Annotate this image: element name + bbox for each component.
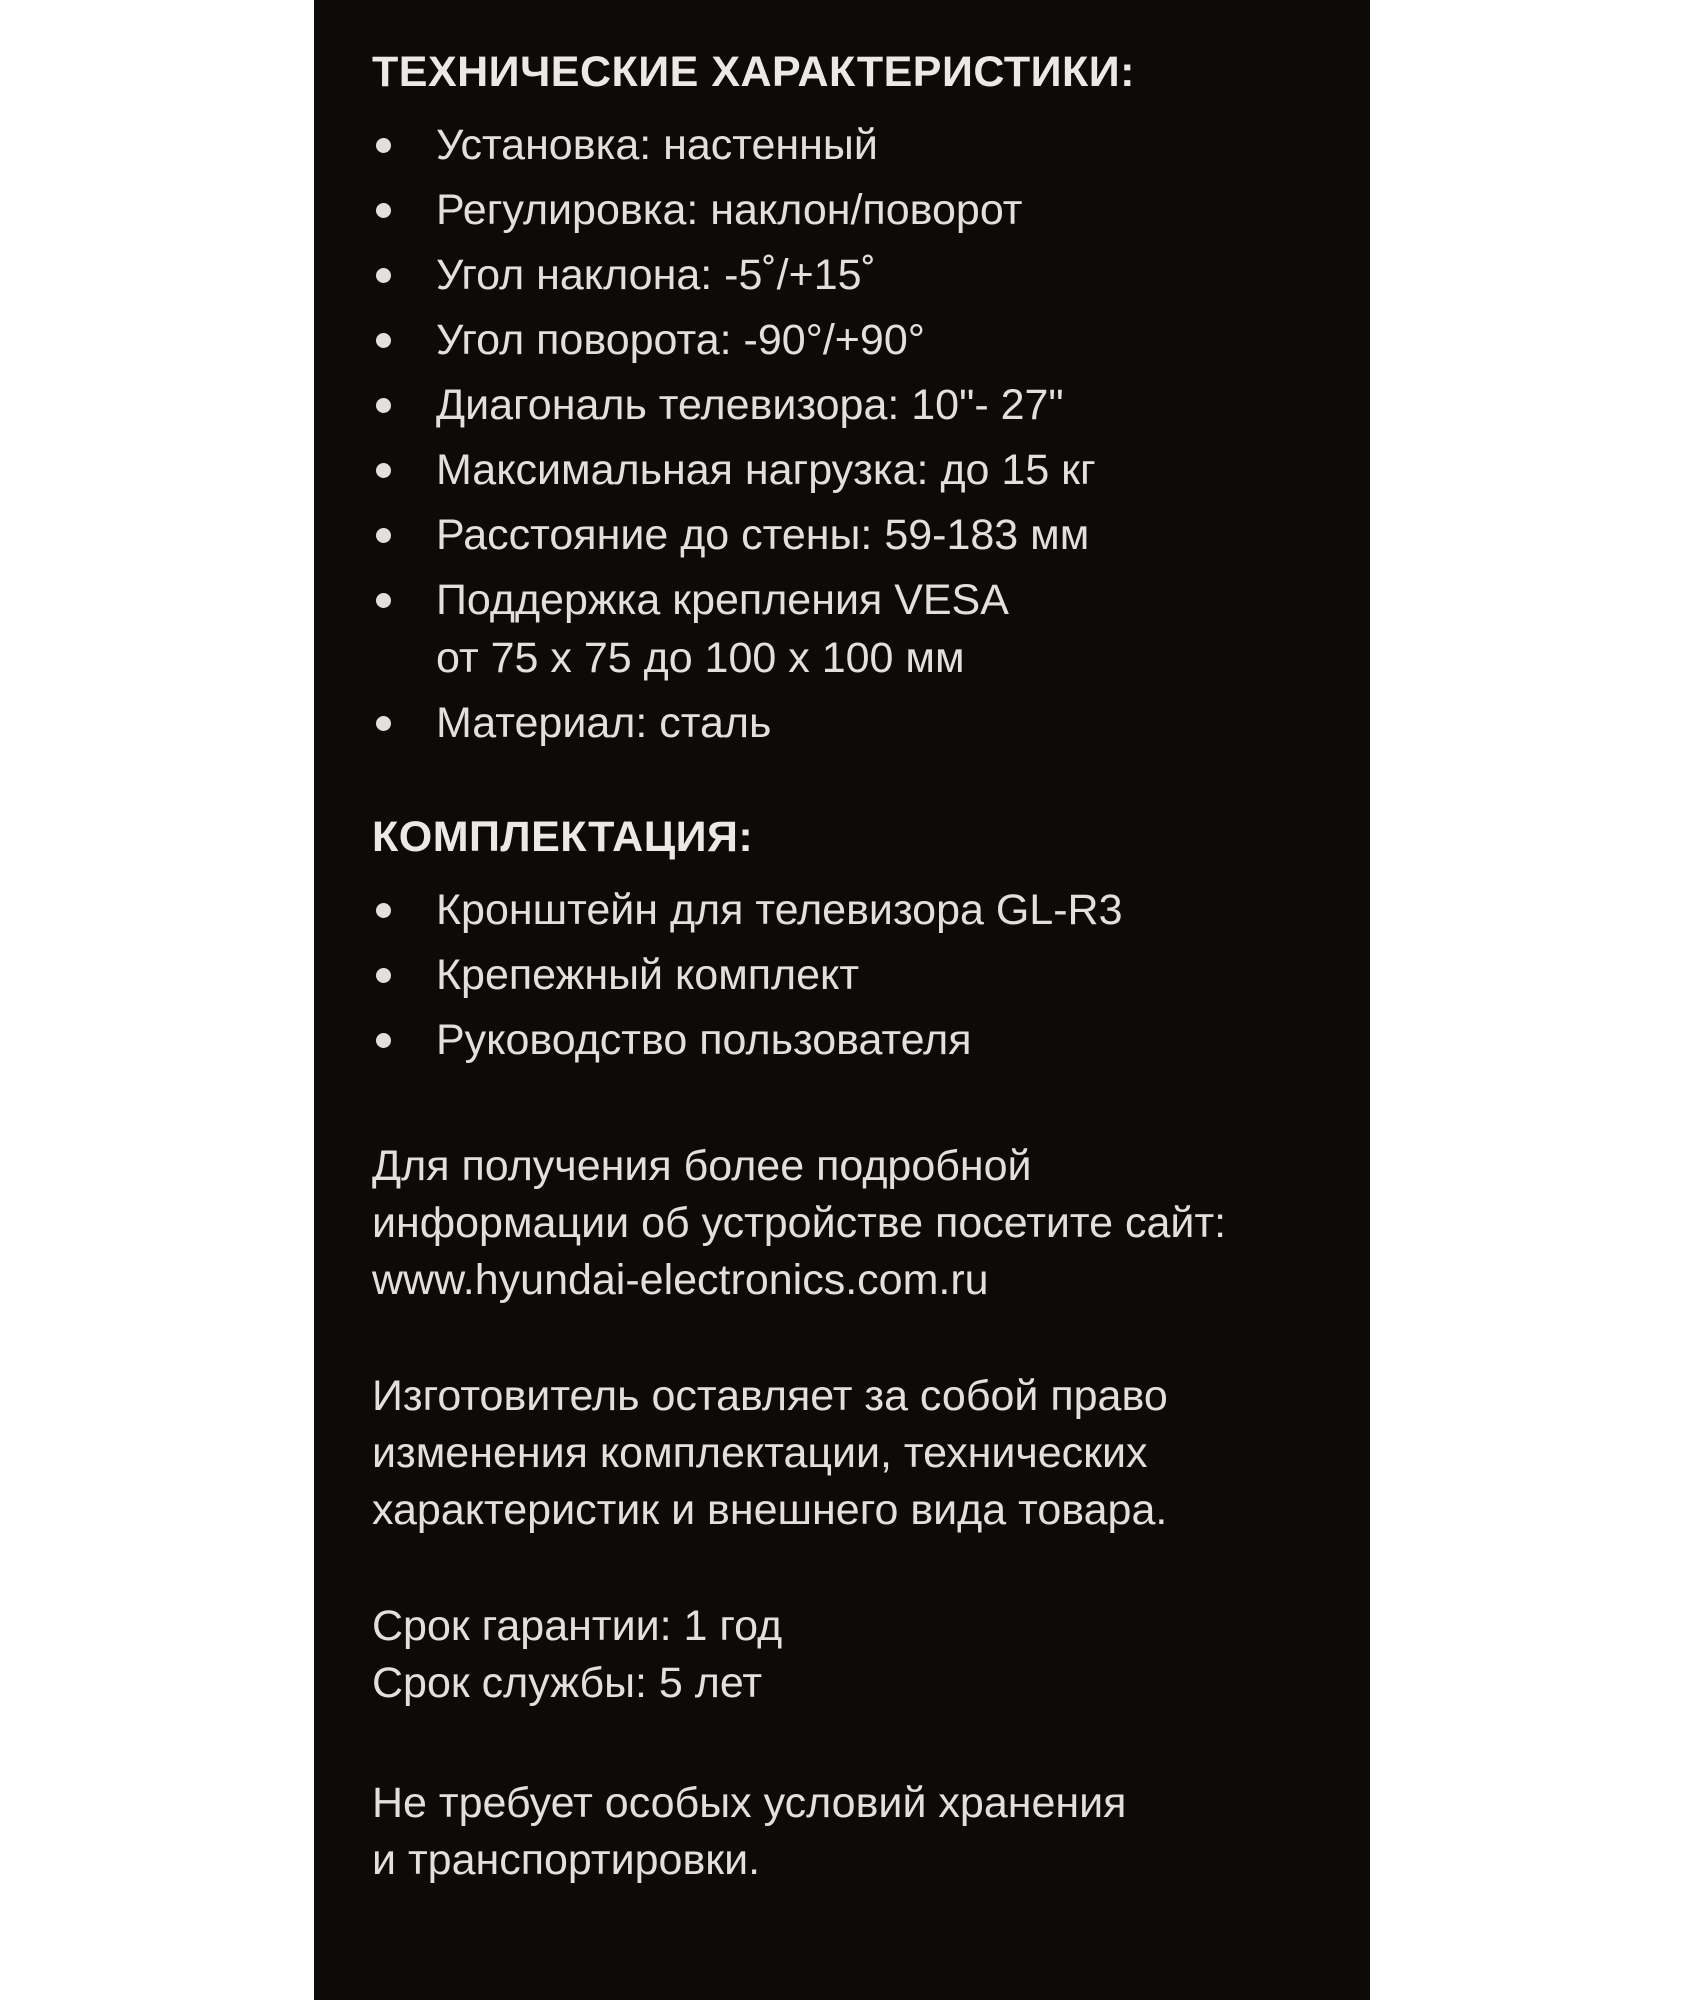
- bullet-icon: [376, 1033, 391, 1048]
- bullet-icon: [376, 593, 391, 608]
- list-item: Установка: настенный: [372, 116, 1352, 174]
- bullet-icon: [376, 528, 391, 543]
- bullet-icon: [376, 716, 391, 731]
- spacer: [372, 1309, 1352, 1368]
- list-item: Кронштейн для телевизора GL-R3: [372, 881, 1352, 939]
- list-item: Поддержка крепления VESA от 75 х 75 до 100 х 100 мм: [372, 571, 1352, 687]
- list-item: Регулировка: наклон/поворот: [372, 181, 1352, 239]
- list-item: Материал: сталь: [372, 694, 1352, 752]
- list-item: Диагональ телевизора: 10"- 27": [372, 376, 1352, 434]
- spacer: [372, 1712, 1352, 1775]
- list-item: Расстояние до стены: 59-183 мм: [372, 506, 1352, 564]
- storage-paragraph: Не требует особых условий хранения и транспортировки.: [372, 1779, 1127, 1884]
- spec-panel: [314, 0, 1370, 2000]
- spec-content: [372, 42, 1352, 1889]
- spacer: [372, 1076, 1352, 1138]
- bullet-icon: [376, 333, 391, 348]
- spacer: [372, 1539, 1352, 1598]
- bullet-icon: [376, 903, 391, 918]
- bullet-icon: [376, 968, 391, 983]
- warranty-paragraph: Срок гарантии: 1 год Срок службы: 5 лет: [372, 1602, 783, 1707]
- list-item: Максимальная нагрузка: до 15 кг: [372, 441, 1352, 499]
- specs-heading: ТЕХНИЧЕСКИЕ ХАРАКТЕРИСТИКИ:: [372, 48, 1135, 96]
- package-list: [372, 881, 1352, 1069]
- website-url: www.hyundai-electronics.com.ru: [372, 1256, 989, 1304]
- list-item: Угол поворота: -90°/+90°: [372, 311, 1352, 369]
- bullet-icon: [376, 203, 391, 218]
- list-item: Крепежный комплект: [372, 946, 1352, 1004]
- bullet-icon: [376, 398, 391, 413]
- info-paragraph: Для получения более подробной информации об устройстве посетите сайт: www.hyundai-electronics.com.ru: [372, 1138, 1352, 1309]
- list-item: Руководство пользователя: [372, 1011, 1352, 1069]
- bullet-icon: [376, 138, 391, 153]
- spacer: [372, 759, 1352, 807]
- disclaimer-paragraph: Изготовитель оставляет за собой право изменения комплектации, технических характеристик и внешнего вида товара.: [372, 1372, 1168, 1534]
- bullet-icon: [376, 268, 391, 283]
- list-item: Угол наклона: -5˚/+15˚: [372, 246, 1352, 304]
- bullet-icon: [376, 463, 391, 478]
- package-heading: КОМПЛЕКТАЦИЯ:: [372, 813, 754, 861]
- specs-list: [372, 116, 1352, 752]
